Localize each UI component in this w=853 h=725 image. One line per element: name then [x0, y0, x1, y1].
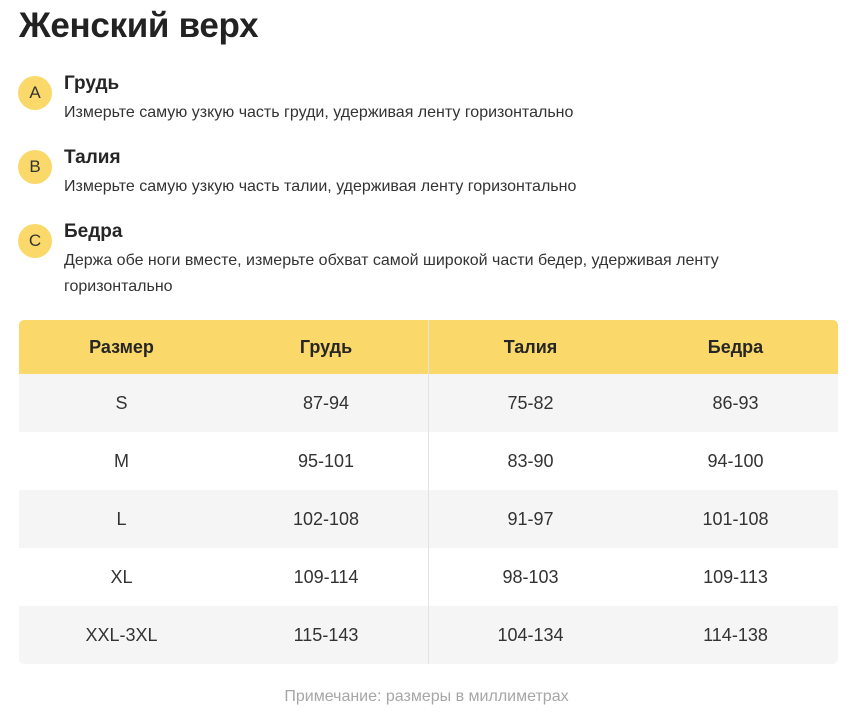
cell-chest: 95-101 [297, 450, 355, 471]
cell-size: S [115, 392, 128, 413]
header-divider [428, 320, 429, 374]
table-row [19, 490, 838, 548]
measurement-badge-a: A [18, 76, 52, 110]
measurement-badge-b: B [18, 150, 52, 184]
measurement-description: Измерьте самую узкую часть груди, удерживая ленту горизонтально [64, 104, 574, 121]
cell-hips: 86-93 [712, 392, 759, 413]
units-note: Примечание: размеры в миллиметрах [284, 688, 569, 705]
measurement-description: Измерьте самую узкую часть талии, удерживая ленту горизонтально [64, 178, 577, 195]
header-chest: Грудь [299, 336, 353, 357]
table-row [19, 606, 838, 664]
table-row [19, 548, 838, 606]
cell-hips: 109-113 [703, 566, 768, 587]
cell-size: XL [110, 566, 133, 587]
measurement-name: Бедра [64, 221, 123, 242]
cell-waist: 75-82 [507, 392, 554, 413]
page-title: Женский верх [19, 6, 259, 45]
measurement-badge-c: C [18, 224, 52, 258]
cell-waist: 98-103 [502, 566, 559, 587]
cell-chest: 109-114 [293, 566, 359, 587]
cell-chest: 115-143 [293, 624, 359, 645]
cell-chest: 87-94 [302, 392, 350, 413]
cell-size: L [116, 508, 127, 529]
cell-chest: 102-108 [292, 508, 360, 529]
table-header [19, 320, 838, 374]
measurement-description: Держа обе ноги вместе, измерьте обхват самой широкой части бедер, удерживая ленту горизонтально [64, 252, 719, 295]
header-size: Размер [89, 336, 154, 357]
cell-hips: 94-100 [707, 450, 764, 471]
cell-size: XXL-3XL [85, 624, 158, 645]
table-row [19, 374, 838, 432]
cell-waist: 91-97 [507, 508, 554, 529]
cell-waist: 104-134 [497, 624, 564, 645]
cell-hips: 114-138 [703, 624, 768, 645]
cell-size: M [114, 450, 129, 471]
cell-waist: 83-90 [507, 450, 554, 471]
header-waist: Талия [503, 336, 558, 357]
header-hips: Бедра [707, 336, 764, 357]
measurement-name: Грудь [64, 73, 120, 94]
size-table [19, 320, 838, 664]
table-row [19, 432, 838, 490]
cell-hips: 101-108 [702, 508, 769, 529]
measurement-name: Талия [64, 147, 121, 168]
